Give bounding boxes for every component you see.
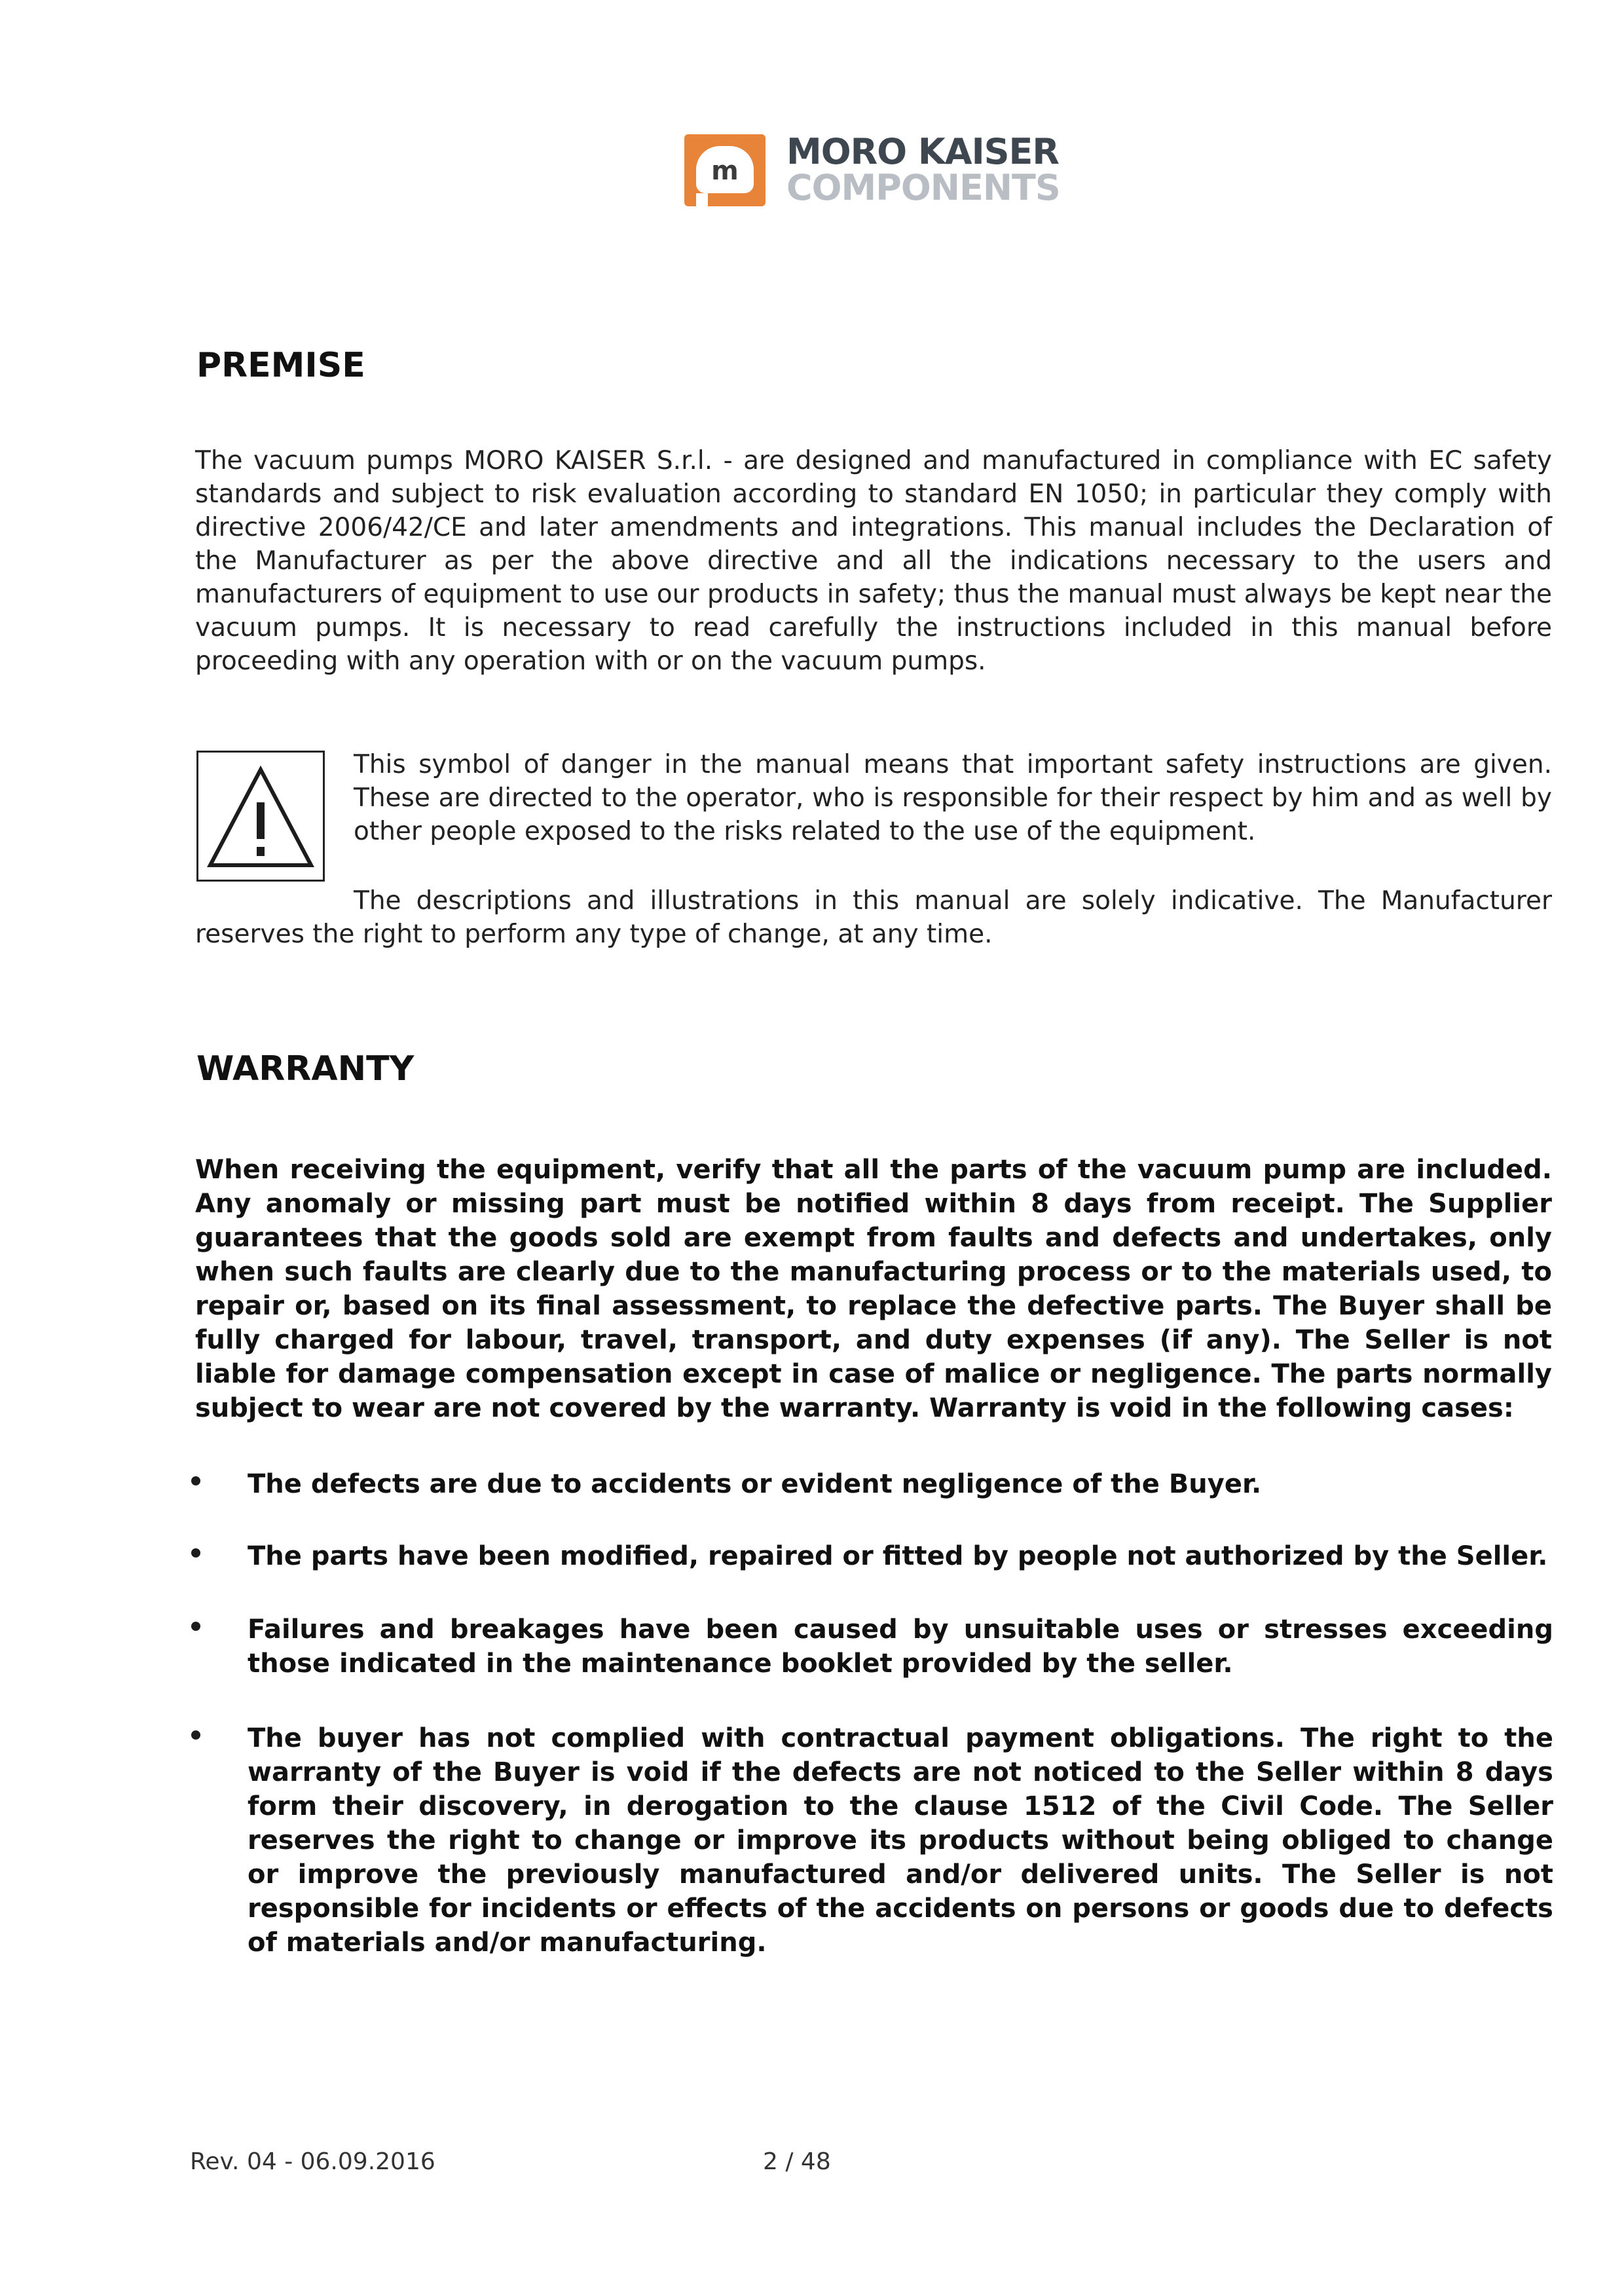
warranty-paragraph: When receiving the equipment, verify that all the parts of the vacuum pump are included. Any anomaly or missing part must be notified within 8 days from receipt. The Supplier guarantees that the goods sold are exempt from faults and defects and undertakes, only when such faults are clearly due to the manufacturing process or to the materials used, to repair or, based on its final assessment, to replace the defective parts. The Buyer shall be fully charged for labour, travel, transport, and duty expenses (if any). The Seller is not liable for damage compensation except in case of malice or negligence. The parts normally subject to wear are not covered by the warranty. Warranty is void in the following cases: <box>195 1155 1552 1423</box>
company-logo <box>684 131 1060 208</box>
warning-triangle-icon <box>196 751 325 882</box>
bullet-icon <box>191 1730 200 1740</box>
warranty-heading: WARRANTY <box>196 1049 415 1089</box>
page-number: 2 / 48 <box>763 2148 831 2175</box>
warranty-void-case: The defects are due to accidents or evident negligence of the Buyer. <box>191 1467 1553 1501</box>
descriptions-disclaimer-line1: The descriptions and illustrations in this manual are solely indicative. The Manufacturer <box>354 886 1552 916</box>
bullet-icon <box>191 1548 200 1558</box>
bullet-icon <box>191 1622 200 1631</box>
descriptions-disclaimer-line2: reserves the right to perform any type of change, at any time. <box>195 920 993 949</box>
warranty-void-case: The buyer has not complied with contractual payment obligations. The right to the warranty of the Buyer is void if the defects are not noticed to the Seller within 8 days form their discovery, in derogation to the clause 1512 of the Civil Code. The Seller reserves the right to change or improve its products without being obliged to change or improve the previously manufactured and/or delivered units. The Seller is not responsible for incidents or effects of the accidents on persons or goods due to defects of materials and/or manufacturing. <box>191 1721 1553 1960</box>
warranty-void-case: The parts have been modified, repaired or fitted by people not authorized by the Seller. <box>191 1539 1553 1573</box>
brand-name-line1: MORO KAISER <box>786 131 1060 172</box>
premise-paragraph: The vacuum pumps MORO KAISER S.r.l. - are designed and manufactured in compliance with EC safety standards and subject to risk evaluation according to standard EN 1050; in particular they comply with directive 2006/42/CE and later amendments and integrations. This manual includes the Declaration of the Manufacturer as per the above directive and all the indications necessary to the users and manufacturers of equipment to use our products in safety; thus the manual must always be kept near the vacuum pumps. It is necessary to read carefully the instructions included in this manual before proceeding with any operation with or on the vacuum pumps. <box>195 446 1552 676</box>
brand-name-line2: COMPONENTS <box>786 167 1060 208</box>
logo-mark-icon: m <box>684 134 766 206</box>
revision-label: Rev. 04 - 06.09.2016 <box>190 2148 435 2175</box>
warranty-void-case: Failures and breakages have been caused by unsuitable uses or stresses exceeding those indicated in the maintenance booklet provided by the seller. <box>191 1613 1553 1681</box>
premise-heading: PREMISE <box>196 346 365 385</box>
danger-symbol-description: This symbol of danger in the manual means that important safety instructions are given. These are directed to the operator, who is responsible for their respect by him and as well by other people exposed to the risks related to the use of the equipment. <box>354 750 1552 846</box>
bullet-icon <box>191 1476 200 1485</box>
